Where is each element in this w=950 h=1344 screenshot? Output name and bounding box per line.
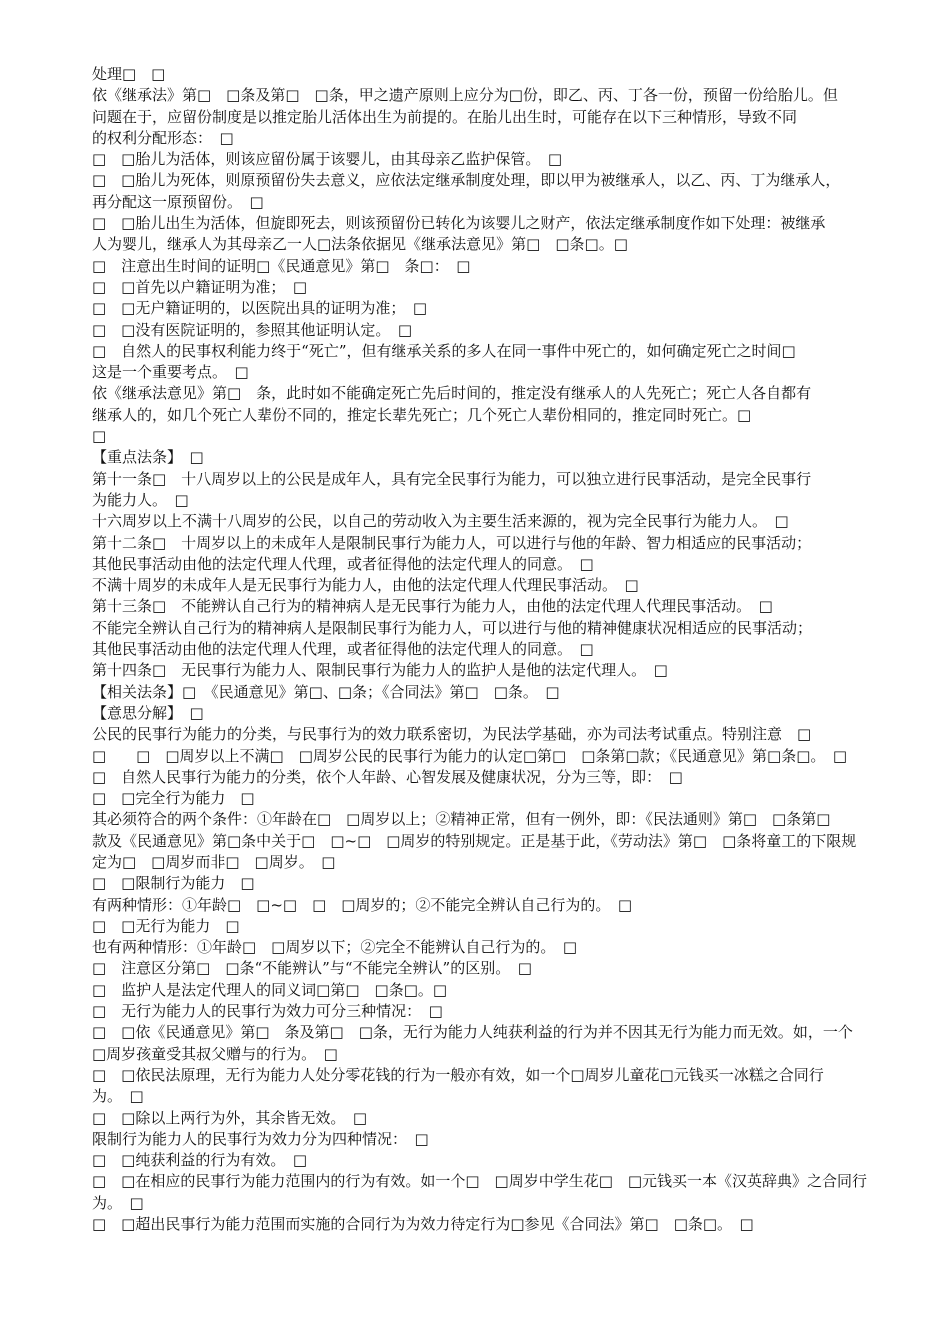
text-line: 问题在于，应留份制度是以推定胎儿活体出生为前提的。在胎儿出生时，可能存在以下三种情形，导致不同 bbox=[92, 107, 798, 126]
text-line: □ 自然人的民事权利能力终于“死亡”，但有继承关系的多人在同一事件中死亡的，如何确定死亡之时间□ bbox=[92, 341, 796, 360]
text-line: 定为□ □周岁而非□ □周岁。 □ bbox=[92, 852, 336, 871]
text-line: 其必须符合的两个条件：①年龄在□ □周岁以上；②精神正常，但有一例外，即：《民法通则》第□ □条第□ bbox=[92, 810, 831, 829]
text-line: □ □超出民事行为能力范围而实施的合同行为为效力待定行为□参见《合同法》第□ □条□。 □ bbox=[92, 1215, 754, 1234]
section-heading: 【意思分解】 □ bbox=[92, 703, 204, 722]
text-line: □ □完全行为能力 □ bbox=[92, 789, 255, 808]
text-line: □ 注意出生时间的证明□《民通意见》第□ 条□： □ bbox=[92, 256, 471, 275]
text-line: □ bbox=[92, 427, 107, 446]
text-line: 为能力人。 □ bbox=[92, 490, 189, 509]
text-line: 这是一个重要考点。 □ bbox=[92, 363, 249, 382]
text-line: □周岁孩童受其叔父赠与的行为。 □ bbox=[92, 1044, 338, 1063]
text-line: 第十三条□ 不能辨认自己行为的精神病人是无民事行为能力人，由他的法定代理人代理民事活动。 □ bbox=[92, 597, 773, 616]
text-line: □ □纯获利益的行为有效。 □ bbox=[92, 1151, 308, 1170]
text-line: □ 注意区分第□ □条“不能辨认”与“不能完全辨认”的区别。 □ bbox=[92, 959, 532, 978]
text-line: □ □除以上两行为外，其余皆无效。 □ bbox=[92, 1108, 368, 1127]
text-line: 人为婴儿，继承人为其母亲乙一人□法条依据见《继承法意见》第□ □条□。□ bbox=[92, 235, 628, 254]
text-line: □ □没有医院证明的，参照其他证明认定。 □ bbox=[92, 320, 413, 339]
text-line: 公民的民事行为能力的分类，与民事行为的效力联系密切，为民法学基础，亦为司法考试重点。特别注意 □ bbox=[92, 725, 812, 744]
text-line: 再分配这一原预留份。 □ bbox=[92, 192, 264, 211]
text-line: 限制行为能力人的民事行为效力分为四种情况： □ bbox=[92, 1129, 429, 1148]
text-line: □ 自然人民事行为能力的分类，依个人年龄、心智发展及健康状况，分为三等，即： □ bbox=[92, 767, 683, 786]
text-line: 第十四条□ 无民事行为能力人、限制民事行为能力人的监护人是他的法定代理人。 □ bbox=[92, 661, 668, 680]
text-line: 其他民事活动由他的法定代理人代理，或者征得他的法定代理人的同意。 □ bbox=[92, 554, 594, 573]
text-line: □ □胎儿为死体，则原预留份失去意义，应依法定继承制度处理，即以甲为被继承人，以乙、丙、丁为继承人， bbox=[92, 171, 841, 190]
text-line: □ □限制行为能力 □ bbox=[92, 874, 255, 893]
text-line: 有两种情形：①年龄□ □~□ □ □周岁的；②不能完全辨认自己行为的。 □ bbox=[92, 895, 633, 914]
document-page bbox=[92, 64, 892, 1235]
text-line: 的权利分配形态： □ bbox=[92, 128, 234, 147]
text-line: □ 无行为能力人的民事行为效力可分三种情况： □ bbox=[92, 1002, 443, 1021]
text-line: □ □无户籍证明的，以医院出具的证明为准； □ bbox=[92, 299, 428, 318]
text-line: □ □首先以户籍证明为准； □ bbox=[92, 277, 308, 296]
text-line: □ □胎儿为活体，则该应留份属于该婴儿，由其母亲乙监护保管。 □ bbox=[92, 150, 563, 169]
text-line: □ □在相应的民事行为能力范围内的行为有效。如一个□ □周岁中学生花□ □元钱买一本《汉英辞典》之合同行 bbox=[92, 1172, 868, 1191]
text-line: □ □无行为能力 □ bbox=[92, 916, 240, 935]
text-line: □ □依《民通意见》第□ 条及第□ □条，无行为能力人纯获利益的行为并不因其无行为能力而无效。如，一个 bbox=[92, 1023, 853, 1042]
text-line: □ □胎儿出生为活体，但旋即死去，则该预留份已转化为该婴儿之财产，依法定继承制度作如下处理：被继承 bbox=[92, 214, 826, 233]
text-line: 依《继承法》第□ □条及第□ □条，甲之遗产原则上应分为□份，即乙、丙、丁各一份，预留一份给胎儿。但 bbox=[92, 86, 838, 105]
text-line: 不能完全辨认自己行为的精神病人是限制民事行为能力人，可以进行与他的精神健康状况相适应的民事活动； bbox=[92, 618, 813, 637]
text-line: 款及《民通意见》第□条中关于□ □~□ □周岁的特别规定。正是基于此，《劳动法》第□ □条将童工的下限规 bbox=[92, 831, 857, 850]
text-line: 十六周岁以上不满十八周岁的公民，以自己的劳动收入为主要生活来源的，视为完全民事行为能力人。 □ bbox=[92, 512, 789, 531]
text-line: 第十一条□ 十八周岁以上的公民是成年人，具有完全民事行为能力，可以独立进行民事活动，是完全民事行 bbox=[92, 469, 812, 488]
text-line: □ 监护人是法定代理人的同义词□第□ □条□。□ bbox=[92, 980, 448, 999]
text-line: □ □ □周岁以上不满□ □周岁公民的民事行为能力的认定□第□ □条第□款；《民通意见》第□条□。 □ bbox=[92, 746, 848, 765]
section-heading: 【相关法条】□ 《民通意见》第□、□条；《合同法》第□ □条。 □ bbox=[92, 682, 560, 701]
text-line: 为。 □ bbox=[92, 1087, 144, 1106]
section-heading: 【重点法条】 □ bbox=[92, 448, 204, 467]
text-line: 第十二条□ 十周岁以上的未成年人是限制民事行为能力人，可以进行与他的年龄、智力相适应的民事活动； bbox=[92, 533, 812, 552]
text-line: 处理□ □ bbox=[92, 65, 166, 83]
text-line: 为。 □ bbox=[92, 1193, 144, 1212]
text-line: 也有两种情形：①年龄□ □周岁以下；②完全不能辨认自己行为的。 □ bbox=[92, 938, 578, 957]
text-line: 依《继承法意见》第□ 条，此时如不能确定死亡先后时间的，推定没有继承人的人先死亡；死亡人各自都有 bbox=[92, 384, 812, 403]
text-line: □ □依民法原理，无行为能力人处分零花钱的行为一般亦有效，如一个□周岁儿童花□元钱买一冰糕之合同行 bbox=[92, 1065, 824, 1084]
text-line: 继承人的，如几个死亡人辈份不同的，推定长辈先死亡；几个死亡人辈份相同的，推定同时死亡。□ bbox=[92, 405, 752, 424]
text-line: 其他民事活动由他的法定代理人代理，或者征得他的法定代理人的同意。 □ bbox=[92, 640, 594, 659]
text-line: 不满十周岁的未成年人是无民事行为能力人，由他的法定代理人代理民事活动。 □ bbox=[92, 576, 639, 595]
